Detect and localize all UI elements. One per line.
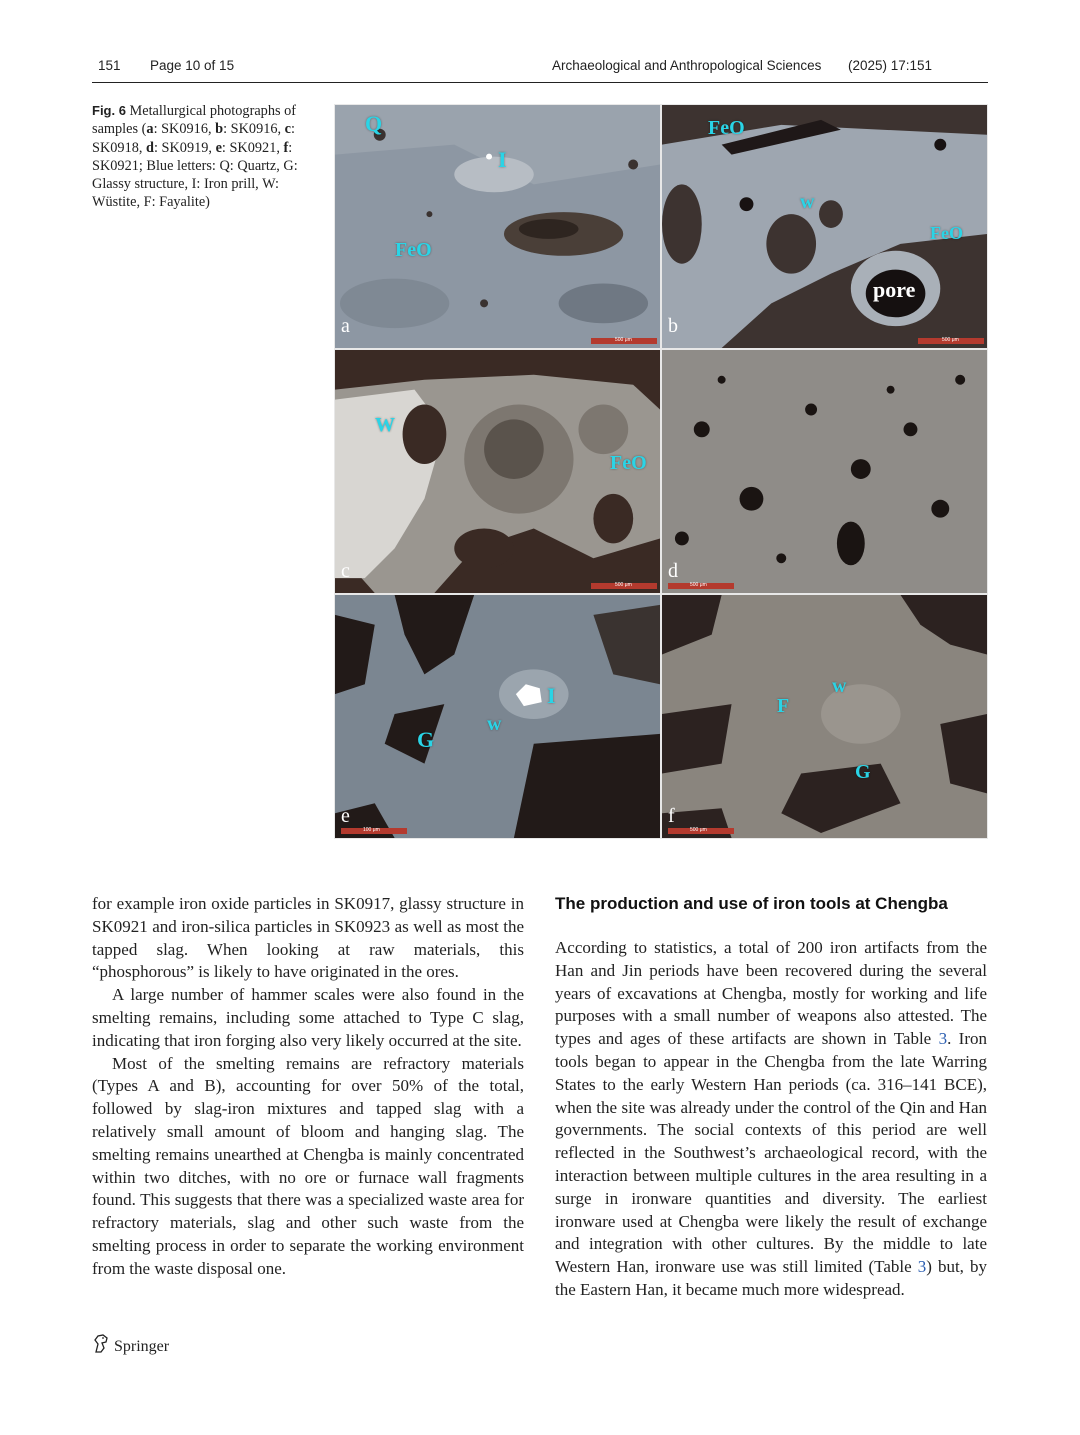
mark-iron-prill: I (498, 147, 507, 172)
scale-text-a: 500 μm (615, 337, 632, 343)
caption-legend: Blue letters: Q: Quartz, G: Glassy structure, I: Iron prill, W: Wüstite, F: Fayalite) (92, 157, 298, 211)
mark-wustite-f: w (832, 675, 847, 697)
right-paragraph-1 (555, 937, 987, 1302)
mark-glassy-f: G (855, 761, 871, 783)
right-p1-text-1: According to statistics, a total of 200 iron artifacts from the Han and Jin periods have been recovered during the several years of excavations at Chengba, mostly for working and life purposes with a small number of weapons also attested. The types and ages of these artifacts are shown in Table (555, 938, 987, 1049)
scale-text-b: 500 μm (942, 337, 959, 343)
mark-wustite-e: w (487, 713, 502, 735)
panel-label-a: a (341, 315, 350, 337)
journal-title: Archaeological and Anthropological Sciences (552, 58, 822, 73)
caption-letter-c: c (284, 121, 292, 138)
left-paragraph-1: for example iron oxide particles in SK0917, glassy structure in SK0921 and iron-silica particles in SK0923 as well as most the tapped slag. When looking at raw materials, this “phosphorous” is likely to have originated in the ores. (92, 894, 524, 982)
page-number: 151 (98, 58, 121, 73)
caption-sample-c: SK0918 (92, 139, 139, 156)
mark-feo-right: FeO (930, 223, 963, 243)
volume-info: (2025) 17:151 (848, 58, 933, 73)
panel-label-c: c (341, 560, 350, 582)
panel-b (661, 104, 988, 349)
mark-iron-prill-e: I (547, 683, 556, 708)
mark-wustite-c: W (375, 414, 395, 436)
left-paragraph-3: Most of the smelting remains are refractory materials (Types A and B), accounting for over 50% of the total, followed by slag-iron mixtures and tapped slag with a relatively small amount of bloom and hanging slag. The smelting remains unearthed at Chengba is mainly concentrated within two ditches, with no ore or furnace wall fragments found. This suggests that there was a specialized waste area for refractory materials, slag and other such waste from the smelting process in order to separate the working environment from the waste disposal one. (92, 1053, 524, 1278)
panel-label-f: f (668, 805, 675, 827)
caption-letter-a: a (146, 121, 154, 138)
caption-sample-f: SK0921 (92, 157, 139, 174)
panel-f (661, 594, 988, 839)
section-title: The production and use of iron tools at Chengba (555, 894, 948, 913)
mark-feo-c: FeO (610, 452, 647, 474)
panel-c (334, 349, 661, 594)
caption-intro: Metallurgical photographs of samples ( (92, 103, 297, 138)
caption-letter-f: f (283, 139, 289, 156)
right-column (555, 893, 987, 1302)
right-p1-text-2: . Iron tools began to appear in the Chengba from the late Warring States to the early Western Han periods (ca. 316–141 BCE), when the site was already under the control of the Qin and Han governments. The social contexts of this period are well reflected in the Southwest’s archaeological record, with the interaction between multiple cultures in the area resulting in a surge in ironware quantities and diversity. The earliest ironware used at Chengba were likely the result of exchange and integration with other cultures. By the middle to late Western Han, ironware use was still limited (Table (555, 1029, 988, 1277)
mark-feo-top: FeO (708, 117, 745, 139)
scale-text-d: 500 μm (690, 582, 707, 588)
panel-label-b: b (668, 315, 678, 337)
caption-letter-e: e (215, 139, 222, 156)
panel-label-d: d (668, 560, 678, 582)
micrograph-a (335, 105, 660, 348)
caption-sample-d: SK0919 (161, 139, 209, 156)
caption-sample-e: SK0921 (229, 139, 277, 156)
mark-feo: FeO (395, 239, 432, 261)
panel-label-e: e (341, 805, 350, 827)
table-ref-link-1[interactable]: 3 (938, 1029, 948, 1049)
right-p1-text-3: ) but, by the Eastern Han, it became much more widespread. (555, 1257, 987, 1299)
caption-sample-b: SK0916 (230, 121, 278, 138)
scale-text-e: 100 μm (363, 827, 380, 833)
publisher-name: Springer (114, 1337, 170, 1355)
micrograph-d (662, 350, 987, 593)
pore-label: pore (873, 277, 916, 302)
table-ref-link-2[interactable]: 3 (917, 1257, 927, 1277)
mark-wustite: w (800, 191, 815, 213)
left-paragraph-2: A large number of hammer scales were also found in the smelting remains, including some attached to Type C slag, indicating that iron forging also very likely occurred at the site. (92, 985, 524, 1050)
figure-caption: Fig. 6 Metallurgical photographs of samples (a: SK0916, b: SK0916, c: SK0918, d: SK0919, e: SK0921, f: SK0921; Blue letters: Q: Quartz, G: Glassy structure, I: Iron prill, W: Wüstite, F: Fayalite) (92, 103, 298, 211)
mark-glassy-e: G (417, 727, 435, 752)
page-of: Page 10 of 15 (150, 58, 235, 73)
panel-a (334, 104, 661, 349)
metallurgical-figure (334, 104, 988, 839)
panel-d (661, 349, 988, 594)
caption-letter-d: d (146, 139, 154, 156)
panel-e (334, 594, 661, 839)
mark-fayalite-f: F (777, 695, 790, 717)
left-column (92, 893, 524, 1281)
running-header (92, 56, 988, 83)
figure-label: Fig. 6 (92, 103, 126, 118)
mark-quartz: Q (365, 111, 383, 136)
springer-horse-icon (92, 1334, 110, 1359)
publisher-footer (92, 1334, 169, 1359)
micrograph-f (662, 595, 987, 838)
scale-text-f: 500 μm (690, 827, 707, 833)
scale-text-c: 500 μm (615, 582, 632, 588)
caption-sample-a: SK0916 (161, 121, 208, 138)
caption-letter-b: b (215, 121, 224, 138)
